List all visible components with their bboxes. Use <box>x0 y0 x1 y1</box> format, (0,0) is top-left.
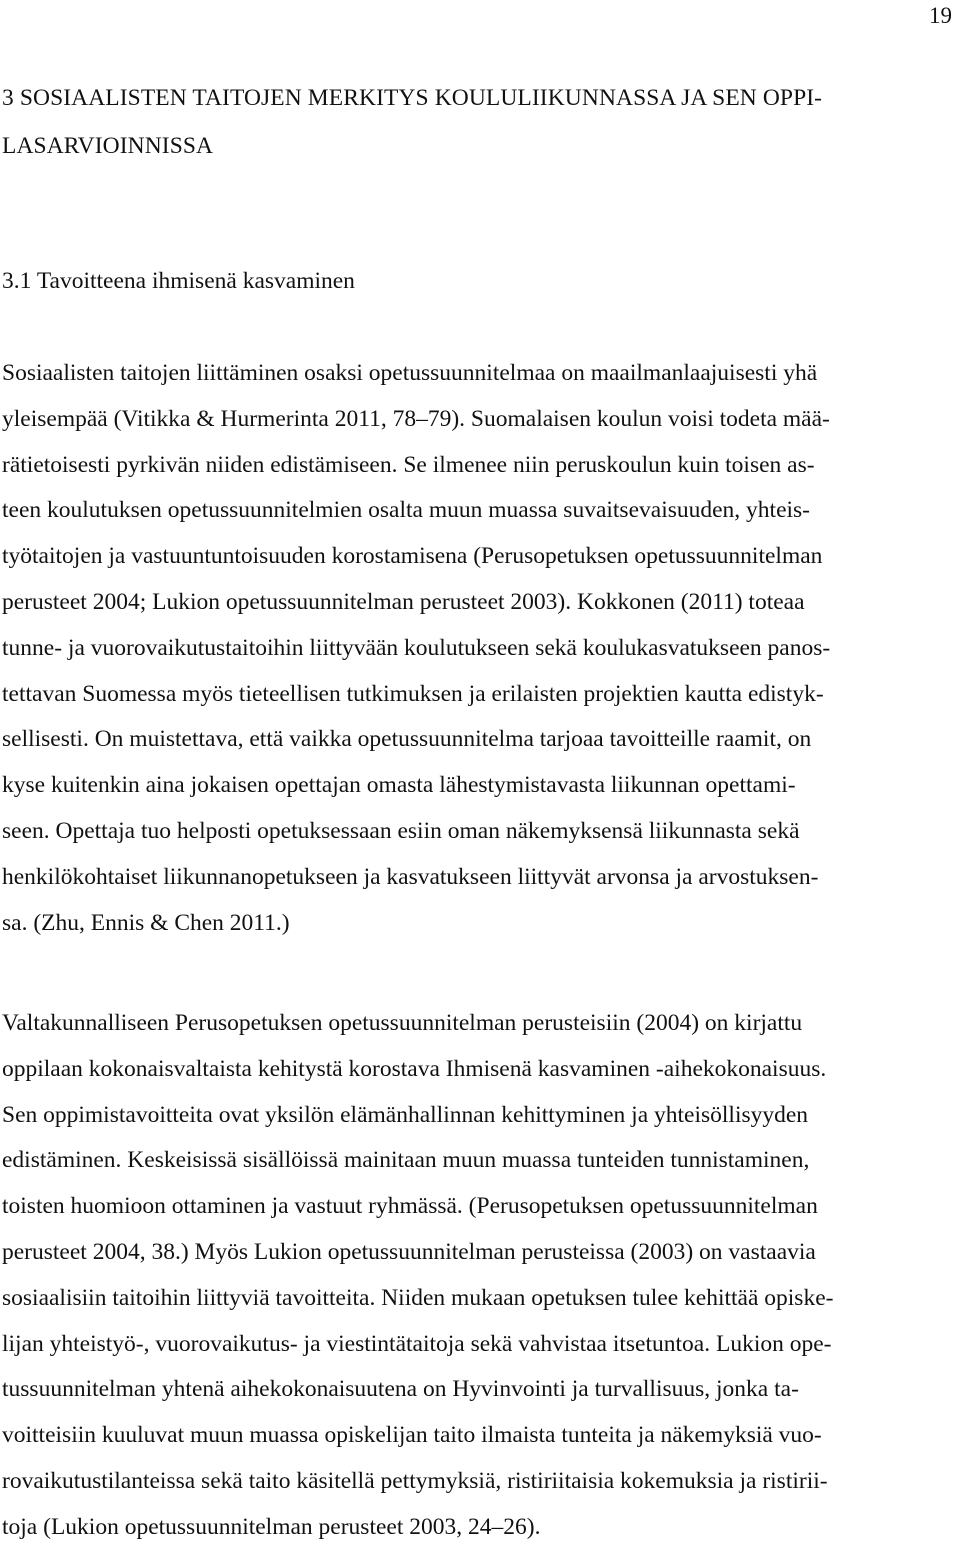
text-line: Sen oppimistavoitteita ovat yksilön elämänhallinnan kehittyminen ja yhteisöllisyyden <box>2 1101 809 1128</box>
page-number: 19 <box>929 3 952 28</box>
chapter-title-line: 3 SOSIAALISTEN TAITOJEN MERKITYS KOULULIIKUNNASSA JA SEN OPPI- <box>2 85 823 111</box>
text-line: lijan yhteistyö-, vuorovaikutus- ja viestintätaitoja sekä vahvistaa itsetuntoa. Lukion ope- <box>2 1330 832 1357</box>
text-line: rovaikutustilanteissa sekä taito käsitellä pettymyksiä, ristiriitaisia kokemuksia ja ristirii- <box>2 1467 828 1494</box>
text-line: työtaitojen ja vastuuntuntoisuuden korostamisena (Perusopetuksen opetussuunnitelman <box>2 543 823 570</box>
text-line: yleisempää (Vitikka & Hurmerinta 2011, 78–79). Suomalaisen koulun voisi todeta mää- <box>2 405 830 432</box>
text-line: teen koulutuksen opetussuunnitelmien osalta muun muassa suvaitsevaisuuden, yhteis- <box>2 497 811 524</box>
text-line: kyse kuitenkin aina jokaisen opettajan omasta lähestymistavasta liikunnan opettami- <box>2 772 796 799</box>
text-line: oppilaan kokonaisvaltaista kehitystä korostava Ihmisenä kasvaminen -aihekokonaisuus. <box>2 1055 827 1082</box>
chapter-title-line: LASARVIOINNISSA <box>2 133 214 159</box>
text-line: Sosiaalisten taitojen liittäminen osaksi opetussuunnitelmaa on maailmanlaajuisesti yhä <box>2 360 818 386</box>
text-line: rätietoisesti pyrkivän niiden edistämiseen. Se ilmenee niin peruskoulun kuin toisen as- <box>2 451 815 478</box>
text-line: toja (Lukion opetussuunnitelman perusteet 2003, 24–26). <box>2 1513 541 1540</box>
text-line: voitteisiin kuuluvat muun muassa opiskelijan taito ilmaista tunteita ja näkemyksiä vuo- <box>2 1422 822 1449</box>
text-line: henkilökohtaiset liikunnanopetukseen ja kasvatukseen liittyvät arvonsa ja arvostuksen- <box>2 863 819 890</box>
text-line: sa. (Zhu, Ennis & Chen 2011.) <box>2 909 290 936</box>
text-line: perusteet 2004; Lukion opetussuunnitelman perusteet 2003). Kokkonen (2011) toteaa <box>2 588 805 615</box>
text-line: Valtakunnalliseen Perusopetuksen opetussuunnitelman perusteisiin (2004) on kirjattu <box>2 1010 803 1036</box>
body-paragraph-2 <box>2 1001 947 1551</box>
text-line: sellisesti. On muistettava, että vaikka opetussuunnitelma tarjoaa tavoitteille raamit, on <box>2 726 812 753</box>
chapter-title <box>2 74 947 170</box>
section-title: 3.1 Tavoitteena ihmisenä kasvaminen <box>2 268 355 294</box>
text-line: tettavan Suomessa myös tieteellisen tutkimuksen ja erilaisten projektien kautta edistyk- <box>2 680 824 707</box>
text-line: sosiaalisiin taitoihin liittyviä tavoitteita. Niiden mukaan opetuksen tulee kehittää opiske- <box>2 1284 834 1311</box>
text-line: perusteet 2004, 38.) Myös Lukion opetussuunnitelman perusteissa (2003) on vastaavia <box>2 1238 816 1265</box>
text-line: edistäminen. Keskeisissä sisällöissä mainitaan muun muassa tunteiden tunnistaminen, <box>2 1147 810 1174</box>
text-line: toisten huomioon ottaminen ja vastuut ryhmässä. (Perusopetuksen opetussuunnitelman <box>2 1193 818 1220</box>
text-line: tussuunnitelman yhtenä aihekokonaisuutena on Hyvinvointi ja turvallisuus, jonka ta- <box>2 1376 799 1403</box>
text-line: tunne- ja vuorovaikutustaitoihin liittyvään koulutukseen sekä koulukasvatukseen panos- <box>2 634 831 661</box>
body-paragraph-1 <box>2 351 947 946</box>
text-line: seen. Opettaja tuo helposti opetuksessaan esiin oman näkemyksensä liikunnasta sekä <box>2 817 800 844</box>
